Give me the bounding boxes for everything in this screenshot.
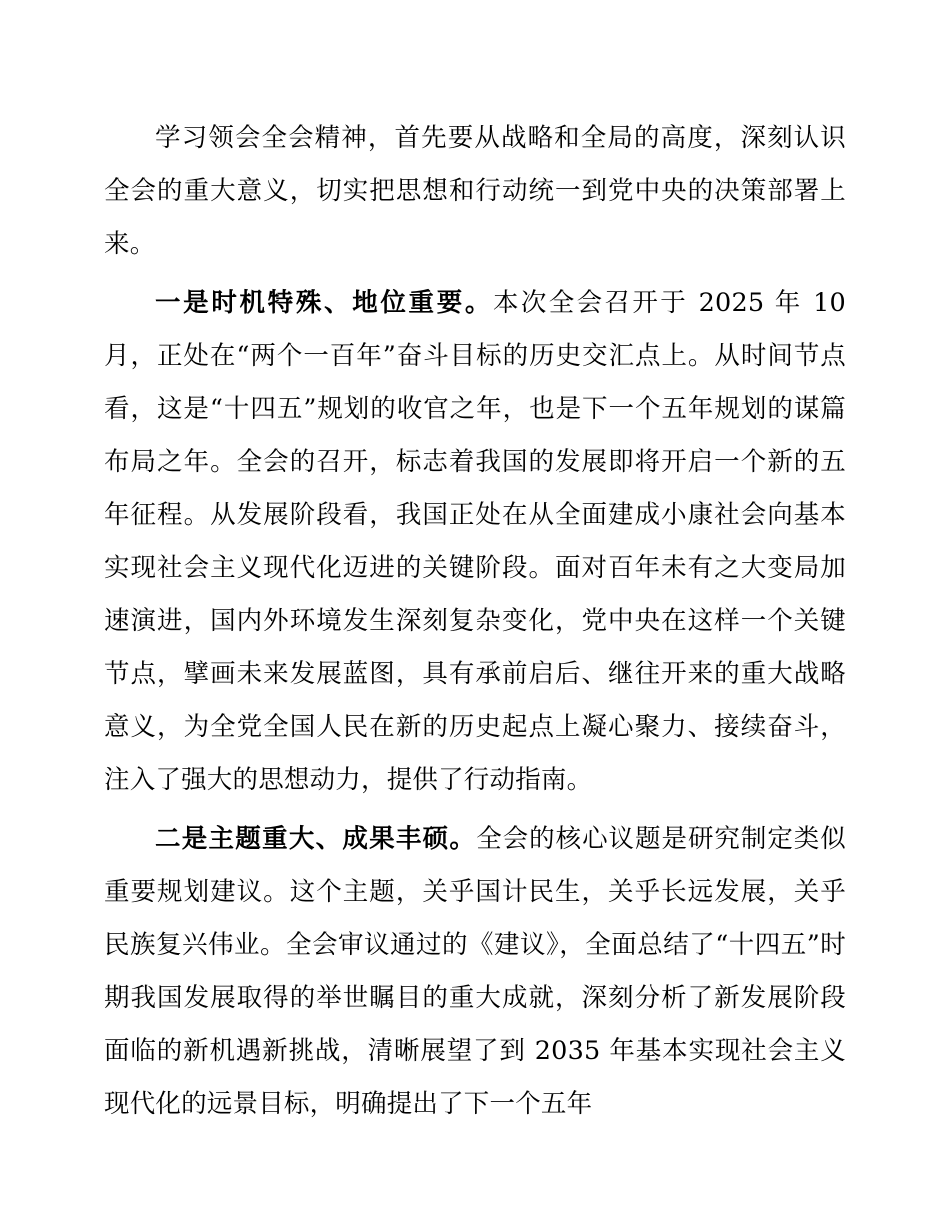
paragraph-text: 学习领会全会精神，首先要从战略和全局的高度，深刻认识全会的重大意义，切实把思想和行动统一到党中央的决策部署上来。: [104, 123, 846, 259]
paragraph-point-one: [104, 277, 846, 807]
paragraph-lead: 一是时机特殊、地位重要。: [155, 288, 494, 318]
paragraph-lead: 二是主题重大、成果丰硕。: [155, 824, 477, 854]
paragraph-point-two: [104, 813, 846, 1131]
paragraph-text: 全会的核心议题是研究制定类似重要规划建议。这个主题，关乎国计民生，关乎长远发展，关乎民族复兴伟业。全会审议通过的《建议》，全面总结了“十四五”时期我国发展取得的举世瞩目的重大成就，深刻分析了新发展阶段面临的新机遇新挑战，清晰展望了到 2035 年基本实现社会主义现代化的远景目标，明确提出了下一个五年: [104, 824, 846, 1119]
paragraph-text: 本次全会召开于 2025 年 10 月，正处在“两个一百年”奋斗目标的历史交汇点上。从时间节点看，这是“十四五”规划的收官之年，也是下一个五年规划的谋篇布局之年。全会的召开，标志着我国的发展即将开启一个新的五年征程。从发展阶段看，我国正处在从全面建成小康社会向基本实现社会主义现代化迈进的关键阶段。面对百年未有之大变局加速演进，国内外环境发生深刻复杂变化，党中央在这样一个关键节点，擘画未来发展蓝图，具有承前启后、继往开来的重大战略意义，为全党全国人民在新的历史起点上凝心聚力、接续奋斗，注入了强大的思想动力，提供了行动指南。: [104, 288, 846, 795]
paragraph-intro: [104, 112, 846, 271]
document-body: [104, 112, 846, 1131]
